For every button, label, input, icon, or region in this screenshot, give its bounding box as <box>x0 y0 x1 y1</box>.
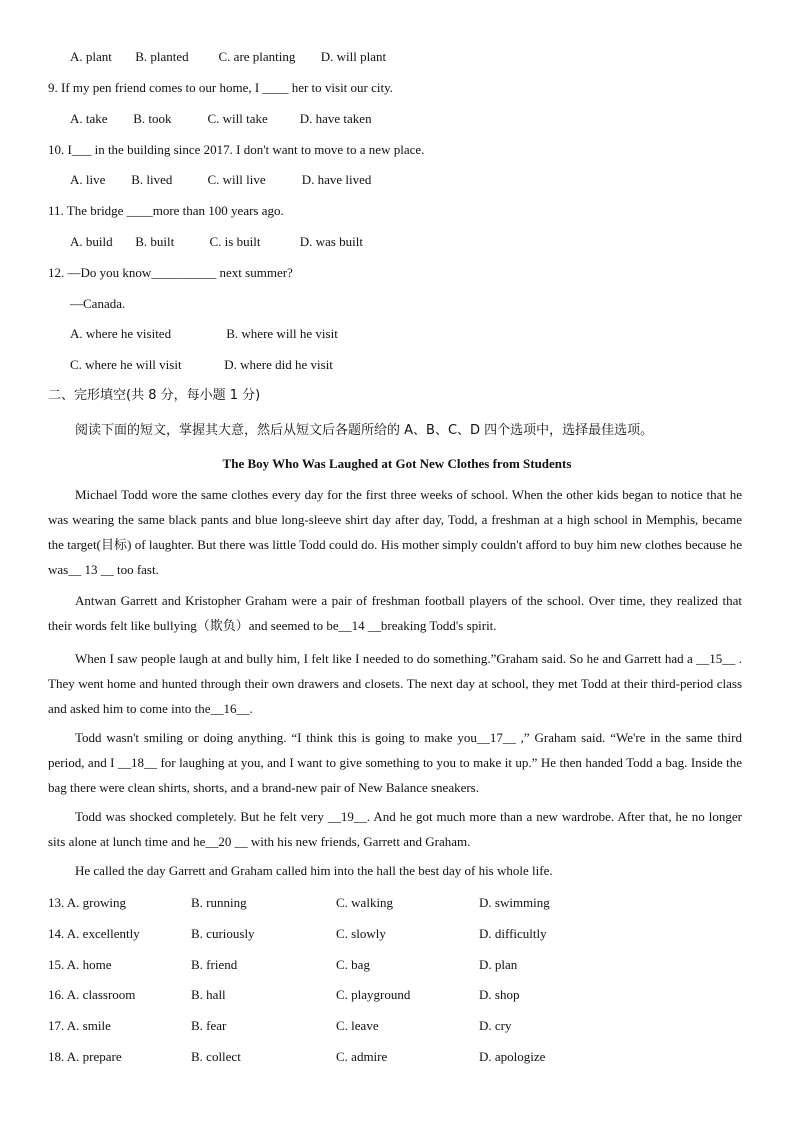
option: C. will take <box>207 111 268 126</box>
option: B. running <box>191 895 247 910</box>
option: C. are planting <box>218 49 296 64</box>
option: 15. A. home <box>48 957 112 972</box>
passage-title: The Boy Who Was Laughed at Got New Clothes from Students <box>222 456 572 471</box>
passage-paragraph: Antwan Garrett and Kristopher Graham were a pair of freshman football players of the school. Over time, they realized that their words felt like bullying（欺负）and seemed to be__14 __breaking Todd's spirit. <box>48 593 742 633</box>
option: C. slowly <box>336 926 386 941</box>
option: C. leave <box>336 1018 379 1033</box>
option: A. plant <box>70 49 112 64</box>
q12-stem: 12. —Do you know__________ next summer? <box>48 265 293 280</box>
option: A. take <box>70 111 108 126</box>
option: D. have taken <box>299 111 372 126</box>
option: D. apologize <box>479 1049 546 1064</box>
option: D. was built <box>299 234 363 249</box>
option: B. lived <box>131 172 173 187</box>
option: B. curiously <box>191 926 255 941</box>
option: C. bag <box>336 957 370 972</box>
option: 16. A. classroom <box>48 987 136 1002</box>
option: A. where he visited <box>70 326 172 341</box>
option: D. difficultly <box>479 926 547 941</box>
q9-options <box>70 111 372 127</box>
option: A. live <box>70 172 106 187</box>
passage-paragraph: He called the day Garrett and Graham called him into the hall the best day of his whole life. <box>75 863 553 878</box>
option: D. shop <box>479 987 520 1002</box>
option: D. where did he visit <box>224 357 333 372</box>
option: C. walking <box>336 895 394 910</box>
option: B. collect <box>191 1049 241 1064</box>
section-heading: 二、完形填空(共 8 分，每小题 1 分) <box>48 388 261 403</box>
option: B. planted <box>135 49 189 64</box>
section-instruction: 阅读下面的短文，掌握其大意，然后从短文后各题所给的 A、B、C、D 四个选项中，选择最佳选项。 <box>75 423 654 438</box>
option: B. hall <box>191 987 226 1002</box>
option: D. swimming <box>479 895 550 910</box>
option: C. will live <box>207 172 266 187</box>
option: D. cry <box>479 1018 512 1033</box>
option: 13. A. growing <box>48 895 126 910</box>
option: A. build <box>70 234 113 249</box>
option: B. took <box>133 111 172 126</box>
option: C. playground <box>336 987 411 1002</box>
option: C. admire <box>336 1049 388 1064</box>
q11-stem: 11. The bridge ____more than 100 years ago. <box>48 203 284 218</box>
option: C. is built <box>209 234 261 249</box>
q12-options-ab <box>70 326 338 342</box>
q12-reply: —Canada. <box>70 296 126 311</box>
option: B. fear <box>191 1018 227 1033</box>
passage-paragraph: Todd was shocked completely. But he felt very __19__. And he got much more than a new wardrobe. After that, he no longer sits alone at lunch time and he__20 __ with his new friends, Garrett and Graham. <box>48 809 742 849</box>
option: B. built <box>135 234 175 249</box>
passage-paragraph: When I saw people laugh at and bully him, I felt like I needed to do something.”Graham said. So he and Garrett had a __15__ . They went home and hunted through their own drawers and closets. The next day at school, they met Todd at their third-period class and asked him to come into the__16__. <box>48 651 742 716</box>
passage-paragraph: Todd wasn't smiling or doing anything. “I think this is going to make you__17__ ,” Graham said. “We're in the same third period, and I __18__ for laughing at you, and I want to give something to you to make it up.” He then handed Todd a bag. Inside the bag there were clean shirts, shorts, and a brand-new pair of New Balance sneakers. <box>48 730 742 795</box>
option: D. plan <box>479 957 518 972</box>
option: B. where will he visit <box>226 326 338 341</box>
q10-stem: 10. I___ in the building since 2017. I don't want to move to a new place. <box>48 142 425 157</box>
option: B. friend <box>191 957 238 972</box>
q10-options <box>70 172 371 188</box>
option: 14. A. excellently <box>48 926 140 941</box>
option: D. have lived <box>301 172 372 187</box>
q12-options-cd <box>70 357 333 373</box>
q8-options <box>70 49 386 65</box>
q9-stem: 9. If my pen friend comes to our home, I ____ her to visit our city. <box>48 80 394 95</box>
q11-options <box>70 234 363 250</box>
option: 17. A. smile <box>48 1018 111 1033</box>
option: C. where he will visit <box>70 357 182 372</box>
option: D. will plant <box>320 49 387 64</box>
option: 18. A. prepare <box>48 1049 122 1064</box>
passage-paragraph: Michael Todd wore the same clothes every day for the first three weeks of school. When the other kids began to notice that he was wearing the same black pants and blue long-sleeve shirt day after day, Todd, a freshman at a high school in Memphis, became the target(目标) of laughter. But there was little Todd could do. His mother simply couldn't afford to buy him new clothes because he was__ 13 __ too fast. <box>48 487 742 577</box>
